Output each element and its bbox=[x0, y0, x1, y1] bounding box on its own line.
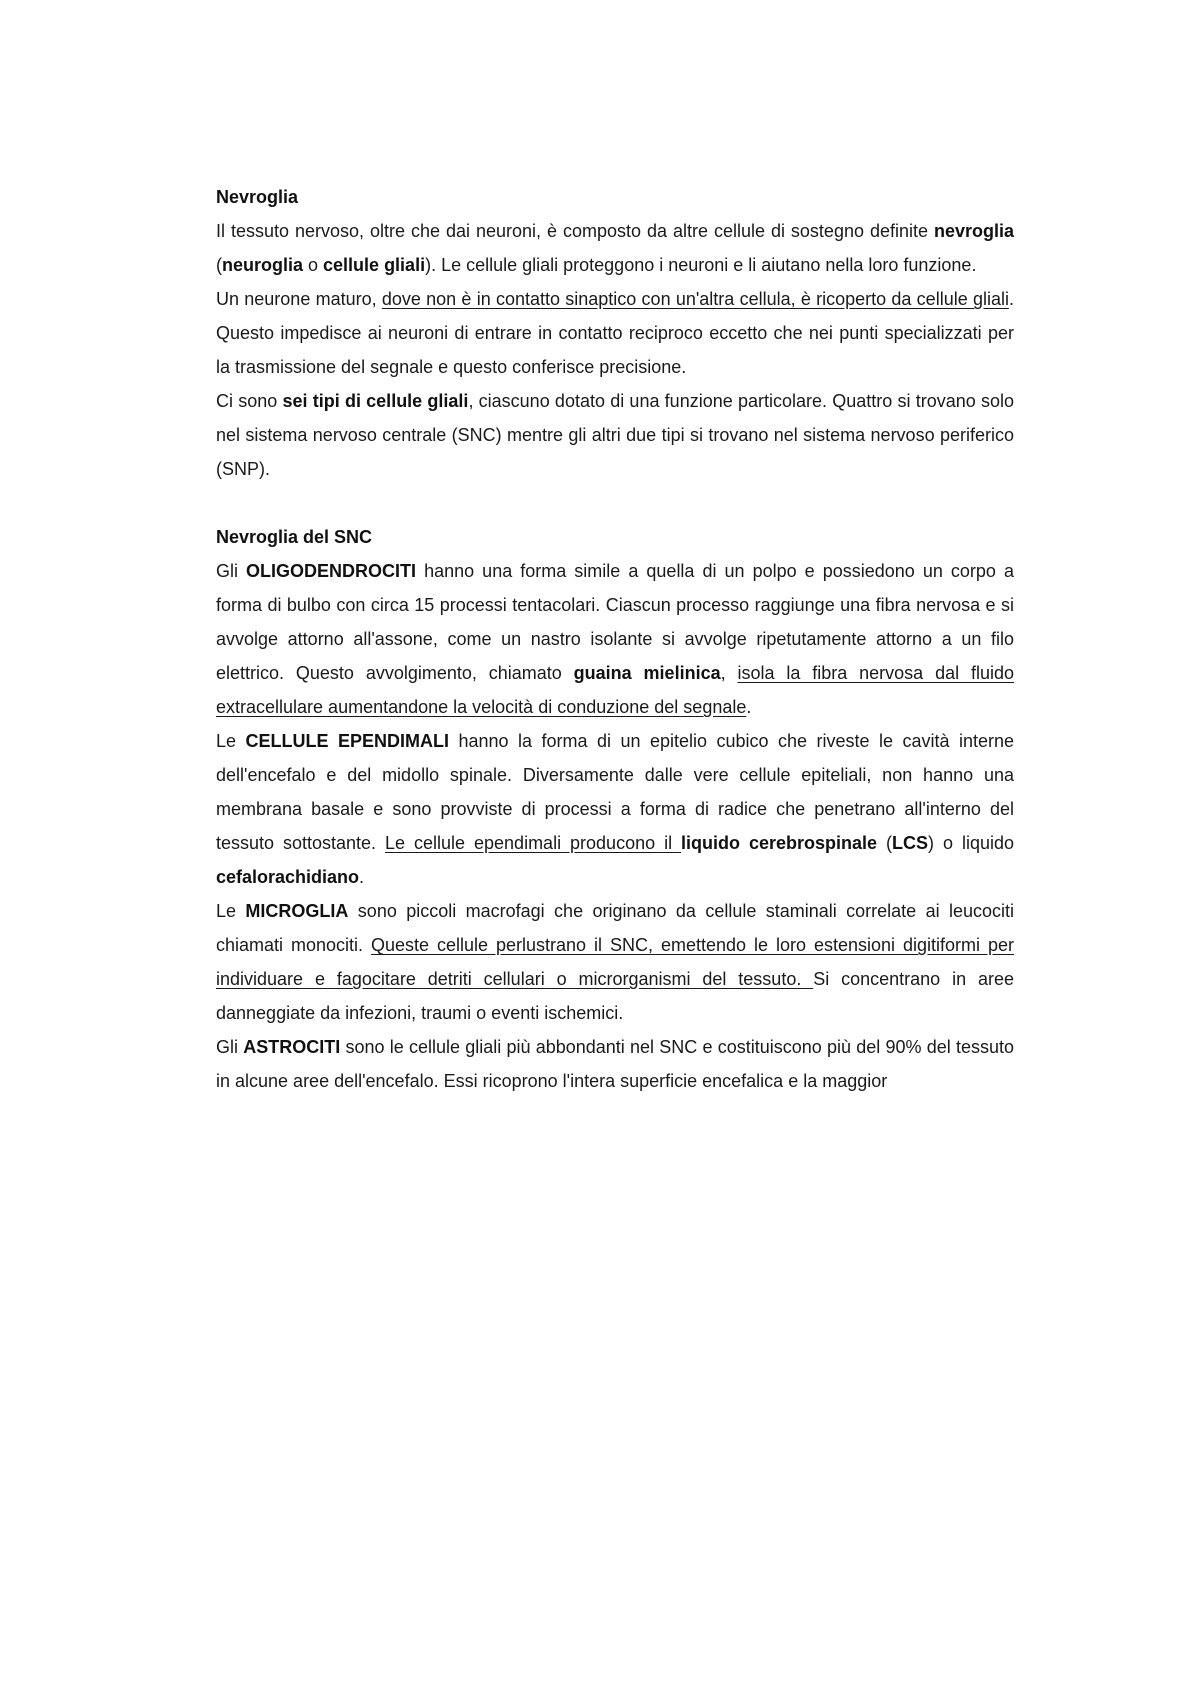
underlined-text: dove non è in contatto sinaptico con un'altra cellula, è ricoperto da cellule gliali bbox=[381, 289, 1009, 309]
text-run: Le bbox=[216, 731, 246, 751]
section-1 bbox=[216, 180, 1014, 486]
section-heading: Nevroglia bbox=[216, 187, 299, 207]
underlined-text: isola la fibra nervosa dal fluido extracellulare aumentandone la velocità di conduzione del segnale bbox=[216, 663, 1014, 717]
text-run: . bbox=[359, 867, 365, 887]
section-2 bbox=[216, 520, 1014, 1098]
underlined-text: Queste cellule perlustrano il SNC, emettendo le loro estensioni digitiformi per individuare e fagocitare detriti cellulari o microrganismi del tessuto. bbox=[216, 935, 1014, 989]
text-run: . bbox=[746, 697, 752, 717]
paragraph bbox=[216, 282, 1014, 384]
text-run: . Questo impedisce ai neuroni di entrare in contatto reciproco eccetto che nei punti specializzati per la trasmissione del segnale e questo conferisce precisione. bbox=[216, 289, 1014, 377]
text-run: Un neurone maturo, bbox=[216, 289, 382, 309]
text-run: ( bbox=[216, 255, 222, 275]
bold-term: neuroglia bbox=[222, 255, 304, 275]
underlined-text: Le cellule ependimali producono il bbox=[385, 833, 682, 853]
text-run: Ci sono bbox=[216, 391, 283, 411]
text-run: sono piccoli macrofagi che originano da cellule staminali correlate ai leucociti chiamati monociti. bbox=[216, 901, 1014, 955]
paragraph bbox=[216, 554, 1014, 724]
paragraph bbox=[216, 384, 1014, 486]
text-run: , ciascuno dotato di una funzione particolare. Quattro si trovano solo nel sistema nervoso centrale (SNC) mentre gli altri due tipi si trovano nel sistema nervoso periferico (SNP). bbox=[216, 391, 1014, 479]
text-run: Le bbox=[216, 901, 246, 921]
paragraph bbox=[216, 724, 1014, 894]
text-run: o bbox=[303, 255, 324, 275]
paragraph bbox=[216, 1030, 1014, 1098]
text-run: Il tessuto nervoso, oltre che dai neuroni, è composto da altre cellule di sostegno definite bbox=[216, 221, 934, 241]
bold-term: OLIGODENDROCITI bbox=[246, 561, 417, 581]
document-body bbox=[216, 180, 1014, 1098]
text-run: Si concentrano in aree danneggiate da infezioni, traumi o eventi ischemici. bbox=[216, 969, 1014, 1023]
bold-term: guaina mielinica bbox=[573, 663, 721, 683]
text-run: ) o liquido bbox=[928, 833, 1015, 853]
section-heading: Nevroglia del SNC bbox=[216, 527, 373, 547]
bold-term: cefalorachidiano bbox=[216, 867, 360, 887]
text-run: ). Le cellule gliali proteggono i neuroni e li aiutano nella loro funzione. bbox=[425, 255, 977, 275]
text-run: hanno una forma simile a quella di un polpo e possiedono un corpo a forma di bulbo con circa 15 processi tentacolari. Ciascun processo raggiunge una fibra nervosa e si avvolge attorno all'assone, come un nastro isolante si avvolge ripetutamente attorno a un filo elettrico. Questo avvolgimento, chiamato bbox=[216, 561, 1014, 683]
paragraph bbox=[216, 894, 1014, 1030]
text-run: , bbox=[720, 663, 738, 683]
text-run: Gli bbox=[216, 561, 247, 581]
bold-term: LCS bbox=[892, 833, 929, 853]
paragraph bbox=[216, 214, 1014, 282]
text-run: ( bbox=[877, 833, 893, 853]
bold-term: ASTROCITI bbox=[243, 1037, 341, 1057]
bold-term: cellule gliali bbox=[323, 255, 426, 275]
bold-term: sei tipi di cellule gliali bbox=[282, 391, 469, 411]
bold-term: nevroglia bbox=[933, 221, 1014, 241]
bold-term: liquido cerebrospinale bbox=[681, 833, 878, 853]
text-run: hanno la forma di un epitelio cubico che riveste le cavità interne dell'encefalo e del midollo spinale. Diversamente dalle vere cellule epiteliali, non hanno una membrana basale e sono provviste di processi a forma di radice che penetrano all'interno del tessuto sottostante. bbox=[216, 731, 1014, 853]
text-run: Gli bbox=[216, 1037, 244, 1057]
text-run: sono le cellule gliali più abbondanti nel SNC e costituiscono più del 90% del tessuto in alcune aree dell'encefalo. Essi ricoprono l'intera superficie encefalica e la maggior bbox=[216, 1037, 1015, 1091]
bold-term: MICROGLIA bbox=[245, 901, 349, 921]
bold-term: CELLULE EPENDIMALI bbox=[245, 731, 449, 751]
